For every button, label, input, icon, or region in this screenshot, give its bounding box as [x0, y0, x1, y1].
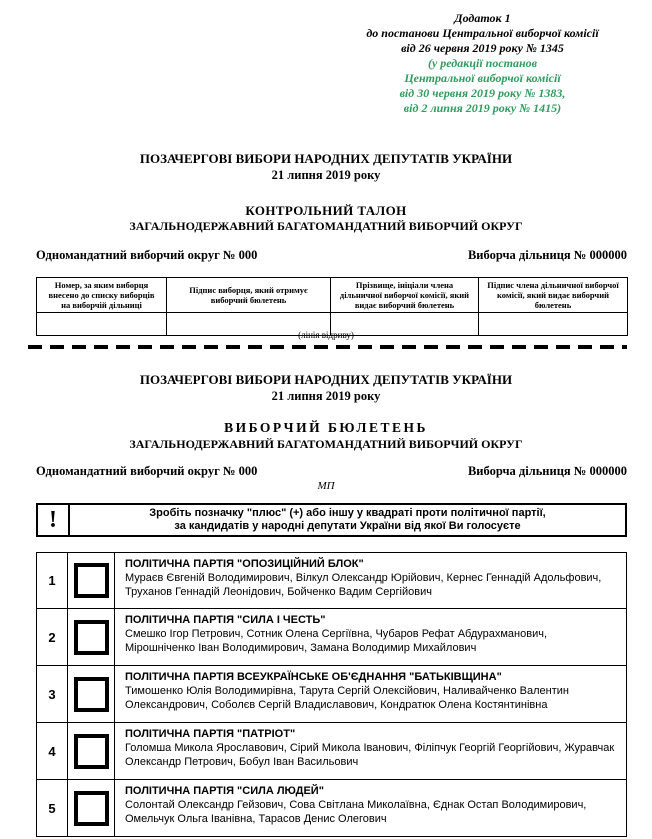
- annex-line: Додаток 1: [454, 11, 511, 25]
- talon-header-row: [37, 278, 628, 313]
- instruction-line: Зробіть позначку "плюс" (+) або іншу у квадраті проти політичної партії,: [149, 506, 546, 519]
- party-row: [36, 666, 627, 723]
- party-candidates: Смешко Ігор Петрович, Сотник Олена Сергіївна, Чубаров Рефат Абдурахманович, Мірошніченко Іван Володимирович, Замана Володимир Михайлович: [125, 628, 548, 654]
- stamp-mark: МП: [317, 480, 335, 492]
- ballot-okrug-title: ЗАГАЛЬНОДЕРЖАВНИЙ БАГАТОМАНДАТНИЙ ВИБОРЧИЙ ОКРУГ: [129, 437, 523, 451]
- talon-section-title: КОНТРОЛЬНИЙ ТАЛОН: [245, 203, 407, 218]
- party-candidates: Мураєв Євгеній Володимирович, Вілкул Олександр Юрійович, Кернес Геннадій Адольфович, Труханов Геннадій Леонідович, Бойченко Вадим Сергійович: [125, 572, 602, 598]
- party-info: [115, 723, 626, 779]
- party-name: ПОЛІТИЧНА ПАРТІЯ ВСЕУКРАЇНСЬКЕ ОБ'ЄДНАННЯ "БАТЬКІВЩИНА": [125, 671, 502, 683]
- party-info: [115, 780, 626, 836]
- party-row: [36, 609, 627, 666]
- ballot-date: 21 липня 2019 року: [271, 389, 381, 403]
- party-name: ПОЛІТИЧНА ПАРТІЯ "ОПОЗИЦІЙНИЙ БЛОК": [125, 558, 364, 570]
- tear-line-label: (лінія відриву): [298, 330, 354, 340]
- instruction-line: за кандидатів у народні депутати України від якої Ви голосуєте: [174, 520, 521, 532]
- party-name: ПОЛІТИЧНА ПАРТІЯ "СИЛА ЛЮДЕЙ": [125, 785, 324, 797]
- talon-header-cell: Підпис члена дільничної виборчої комісії, який видає виборчий бюлетень: [479, 278, 628, 313]
- party-list: [36, 552, 627, 837]
- annex-line-green: (у редакції постанов: [427, 56, 538, 70]
- party-number: 5: [37, 780, 68, 836]
- party-checkbox-cell: [68, 723, 115, 779]
- party-checkbox-cell: [68, 609, 115, 665]
- instruction-box: [36, 503, 627, 537]
- party-number: 2: [37, 609, 68, 665]
- party-info: [115, 666, 626, 722]
- ballot-section-title: ВИБОРЧИЙ БЮЛЕТЕНЬ: [224, 420, 428, 435]
- instruction-text: [70, 505, 625, 535]
- party-checkbox[interactable]: [74, 791, 109, 826]
- party-name: ПОЛІТИЧНА ПАРТІЯ "ПАТРІОТ": [125, 728, 296, 740]
- party-row: [36, 723, 627, 780]
- tear-line: [28, 345, 627, 349]
- talon-table: [36, 277, 628, 336]
- talon-precinct-right: Виборча дільниця № 000000: [467, 248, 627, 262]
- party-checkbox-cell: [68, 780, 115, 836]
- annex-line-green: Центральної виборчої комісії: [404, 71, 561, 85]
- ballot-district-row: [36, 464, 627, 479]
- party-row: [36, 780, 627, 837]
- exclamation-icon: !: [38, 505, 70, 535]
- annex-line-green: від 30 червня 2019 року № 1383,: [399, 86, 566, 100]
- annex-line-green: від 2 липня 2019 року № 1415): [403, 101, 562, 115]
- ballot-precinct-right: Виборча дільниця № 000000: [467, 464, 627, 478]
- party-info: [115, 553, 626, 608]
- talon-district-left: Одномандатний виборчий округ № 000: [36, 248, 258, 262]
- party-info: [115, 609, 626, 665]
- party-checkbox[interactable]: [74, 677, 109, 712]
- party-checkbox[interactable]: [74, 620, 109, 655]
- party-checkbox-cell: [68, 666, 115, 722]
- ballot-title: ПОЗАЧЕРГОВІ ВИБОРИ НАРОДНИХ ДЕПУТАТІВ УКРАЇНИ: [139, 372, 513, 387]
- party-candidates: Солонтай Олександр Гейзович, Сова Світлана Миколаївна, Єднак Остап Володимирович, Омельчук Ольга Іванівна, Тарасов Денис Олегович: [125, 799, 587, 825]
- party-checkbox[interactable]: [74, 563, 109, 598]
- party-candidates: Голомша Микола Ярославович, Сірий Микола Іванович, Філіпчук Георгій Георгійович, Журавчак Олександр Петрович, Бобул Іван Васильович: [125, 742, 615, 768]
- ballot-district-left: Одномандатний виборчий округ № 000: [36, 464, 258, 478]
- party-candidates: Тимошенко Юлія Володимирівна, Тарута Сергій Олексійович, Наливайченко Валентин Олександрович, Соболєв Сергій Владиславович, Кондратюк Олена Костянтинівна: [125, 685, 569, 711]
- talon-district-row: [36, 248, 627, 263]
- annex-line: від 26 червня 2019 року № 1345: [401, 41, 564, 55]
- party-checkbox[interactable]: [74, 734, 109, 769]
- talon-header-cell: Прізвище, ініціали члена дільничної виборчої комісії, який видає виборчий бюлетень: [331, 278, 479, 313]
- annex-note: [320, 11, 645, 116]
- talon-okrug-title: ЗАГАЛЬНОДЕРЖАВНИЙ БАГАТОМАНДАТНИЙ ВИБОРЧИЙ ОКРУГ: [129, 219, 523, 233]
- talon-header-cell: Підпис виборця, який отримує виборчий бюлетень: [167, 278, 331, 313]
- party-checkbox-cell: [68, 553, 115, 608]
- talon-title: ПОЗАЧЕРГОВІ ВИБОРИ НАРОДНИХ ДЕПУТАТІВ УКРАЇНИ: [139, 151, 513, 166]
- annex-line: до постанови Центральної виборчої комісії: [366, 26, 599, 40]
- party-number: 1: [37, 553, 68, 608]
- talon-date: 21 липня 2019 року: [271, 168, 381, 182]
- party-number: 4: [37, 723, 68, 779]
- party-number: 3: [37, 666, 68, 722]
- party-name: ПОЛІТИЧНА ПАРТІЯ "СИЛА І ЧЕСТЬ": [125, 614, 326, 626]
- party-row: [36, 552, 627, 609]
- talon-header-cell: Номер, за яким виборця внесено до списку виборців на виборчій дільниці: [37, 278, 167, 313]
